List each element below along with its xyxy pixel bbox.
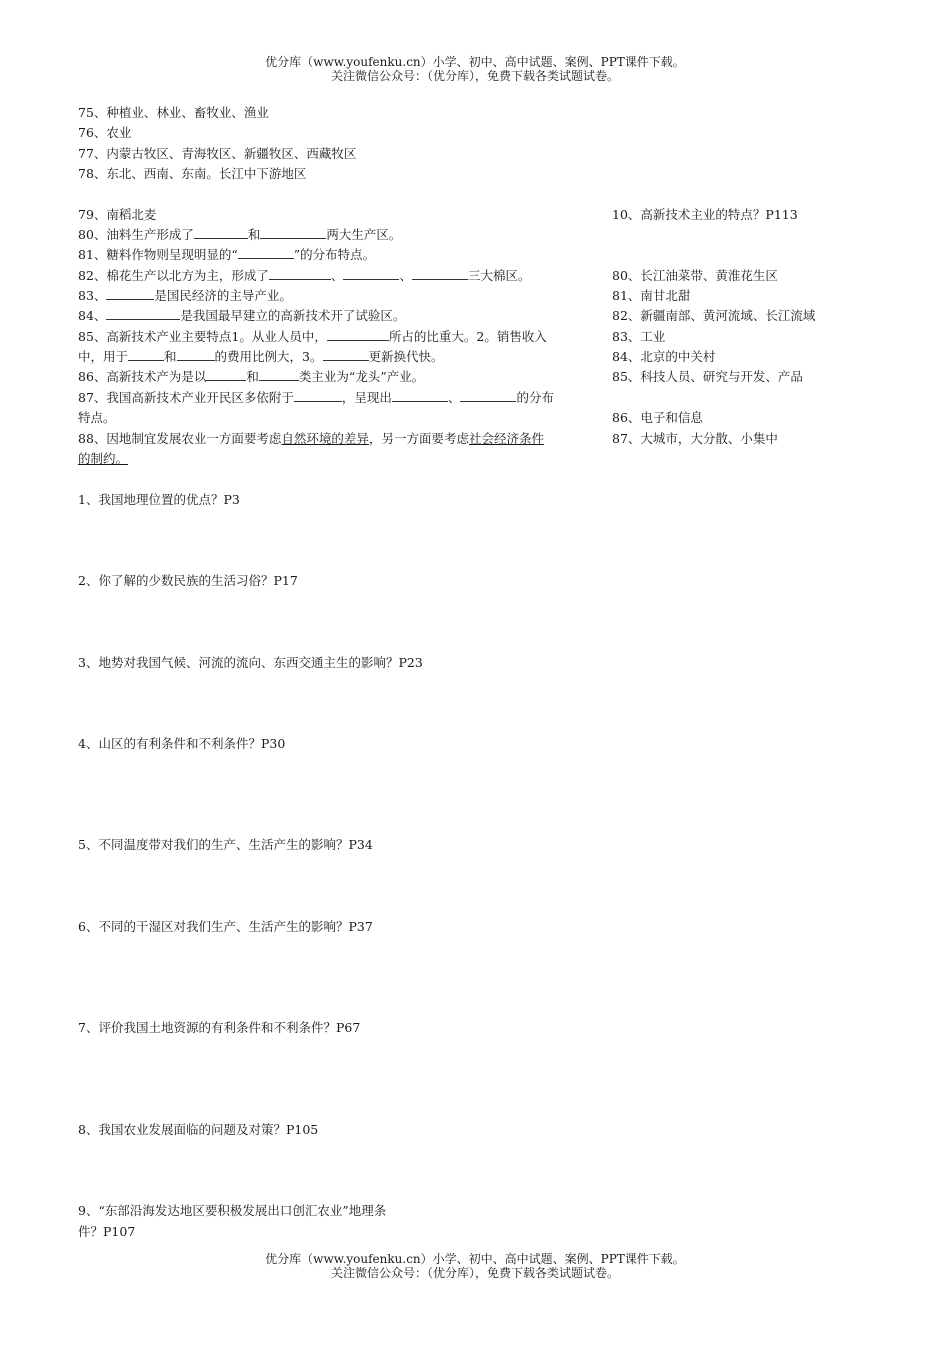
question-80 bbox=[78, 225, 401, 245]
right-answer-85: 85、科技人员、研究与开发、产品 bbox=[612, 369, 803, 384]
blank bbox=[412, 267, 468, 280]
question-81-text: 81、糖料作物则呈现明显的“ bbox=[78, 247, 238, 262]
blank bbox=[323, 348, 369, 361]
right-answer-83: 83、工业 bbox=[612, 329, 666, 344]
answer-78: 78、东北、西南、东南。长江中下游地区 bbox=[78, 166, 307, 181]
question-82 bbox=[78, 266, 530, 286]
question-83-text: 83、 bbox=[78, 288, 107, 303]
underlined-answer: 的制约。 bbox=[78, 451, 129, 466]
question-86-text: 86、高新技术产为是以 bbox=[78, 369, 207, 384]
question-85-text: 中，用于 bbox=[78, 349, 129, 364]
question-9-line-1: 9、“东部沿海发达地区要积极发展出口创汇农业”地理条 bbox=[78, 1203, 387, 1218]
blank bbox=[238, 246, 294, 259]
right-answer-84: 84、北京的中关村 bbox=[612, 349, 716, 364]
question-85-text: 所占的比重大。2。销售收入 bbox=[388, 329, 547, 344]
question-88-line-2 bbox=[78, 449, 128, 469]
question-10: 10、高新技术主业的特点？P113 bbox=[612, 207, 798, 222]
answer-77: 77、内蒙古牧区、青海牧区、新疆牧区、西藏牧区 bbox=[78, 146, 357, 161]
question-82-text: 三大棉区。 bbox=[467, 268, 531, 283]
question-85-text: 和 bbox=[164, 349, 177, 364]
underlined-answer: 社会经济条件 bbox=[468, 431, 544, 446]
question-81 bbox=[78, 245, 375, 265]
right-answer-87: 87、大城市，大分散、小集中 bbox=[612, 431, 778, 446]
question-80-text: 80、油料生产形成了 bbox=[78, 227, 194, 242]
question-4: 4、山区的有利条件和不利条件？P30 bbox=[78, 736, 286, 751]
question-79: 79、南稻北麦 bbox=[78, 207, 157, 222]
question-85-text: 85、高新技术产业主要特点1。从业人员中， bbox=[78, 329, 327, 344]
blank bbox=[269, 267, 331, 280]
question-87-text: 87、我国高新技术产业开民区多依附于 bbox=[78, 390, 294, 405]
question-83-text: 是国民经济的主导产业。 bbox=[154, 288, 292, 303]
question-7: 7、评价我国土地资源的有利条件和不利条件？P67 bbox=[78, 1020, 361, 1035]
header-line-2: 关注微信公众号：（优分库），免费下载各类试题试卷。 bbox=[330, 69, 619, 83]
question-82-text: 、 bbox=[399, 268, 412, 283]
question-88-text: ，另一方面要考虑 bbox=[368, 431, 469, 446]
question-87-line-1 bbox=[78, 388, 554, 408]
footer-line-2: 关注微信公众号：（优分库），免费下载各类试题试卷。 bbox=[330, 1266, 619, 1280]
question-88-text: 88、因地制宜发展农业一方面要考虑 bbox=[78, 431, 282, 446]
blank bbox=[106, 307, 180, 320]
blank bbox=[259, 368, 299, 381]
underlined-answer: 自然环境的差异 bbox=[281, 431, 369, 446]
question-86-text: 类主业为“龙头”产业。 bbox=[298, 369, 425, 384]
question-87-text: 、 bbox=[447, 390, 461, 405]
right-answer-82: 82、新疆南部、黄河流域、长江流域 bbox=[612, 308, 816, 323]
question-87-text: 的分布 bbox=[516, 390, 554, 405]
right-answer-81: 81、南甘北甜 bbox=[612, 288, 691, 303]
question-6: 6、不同的干湿区对我们生产、生活产生的影响？P37 bbox=[78, 919, 373, 934]
question-85-line-2 bbox=[78, 347, 444, 367]
question-2: 2、你了解的少数民族的生活习俗？P17 bbox=[78, 573, 298, 588]
blank bbox=[128, 348, 164, 361]
page-footer bbox=[0, 1252, 950, 1280]
blank bbox=[392, 389, 448, 402]
question-80-text: 两大生产区。 bbox=[326, 227, 402, 242]
question-85-line-1 bbox=[78, 327, 547, 347]
question-80-text: 和 bbox=[247, 227, 261, 242]
question-1: 1、我国地理位置的优点？P3 bbox=[78, 492, 240, 507]
blank bbox=[294, 389, 342, 402]
blank bbox=[177, 348, 215, 361]
question-81-text: ”的分布特点。 bbox=[293, 247, 376, 262]
question-84 bbox=[78, 306, 405, 326]
answer-75: 75、种植业、林业、畜牧业、渔业 bbox=[78, 105, 269, 120]
question-5: 5、不同温度带对我们的生产、生活产生的影响？P34 bbox=[78, 837, 373, 852]
question-87-line-2: 特点。 bbox=[78, 410, 116, 425]
question-3: 3、地势对我国气候、河流的流向、东西交通主生的影响？P23 bbox=[78, 655, 423, 670]
question-8: 8、我国农业发展面临的问题及对策？P105 bbox=[78, 1122, 319, 1137]
question-9-line-2: 件？P107 bbox=[78, 1224, 136, 1239]
page-header bbox=[0, 55, 950, 83]
question-88-line-1 bbox=[78, 429, 544, 449]
answer-76: 76、农业 bbox=[78, 125, 132, 140]
blank bbox=[327, 328, 389, 341]
blank bbox=[260, 226, 326, 239]
right-answer-80: 80、长江油菜带、黄淮花生区 bbox=[612, 268, 778, 283]
blank bbox=[343, 267, 399, 280]
question-87-text: ，呈现出 bbox=[341, 390, 392, 405]
blank bbox=[106, 287, 154, 300]
question-85-text: 更新换代快。 bbox=[368, 349, 444, 364]
question-83 bbox=[78, 286, 292, 306]
blank bbox=[194, 226, 248, 239]
question-84-text: 84、 bbox=[78, 308, 107, 323]
right-answer-86: 86、电子和信息 bbox=[612, 410, 703, 425]
question-86 bbox=[78, 367, 424, 387]
blank bbox=[206, 368, 246, 381]
blank bbox=[460, 389, 516, 402]
question-82-text: 、 bbox=[330, 268, 344, 283]
footer-line-1: 优分库（www.youfenku.cn）小学、初中、高中试题、案例、PPT课件下载。 bbox=[265, 1252, 685, 1266]
question-85-text: 的费用比例大，3。 bbox=[214, 349, 323, 364]
header-line-1: 优分库（www.youfenku.cn）小学、初中、高中试题、案例、PPT课件下载。 bbox=[265, 55, 685, 69]
question-82-text: 82、棉花生产以北方为主，形成了 bbox=[78, 268, 269, 283]
question-86-text: 和 bbox=[246, 369, 259, 384]
question-84-text: 是我国最早建立的高新技术开了试验区。 bbox=[180, 308, 406, 323]
